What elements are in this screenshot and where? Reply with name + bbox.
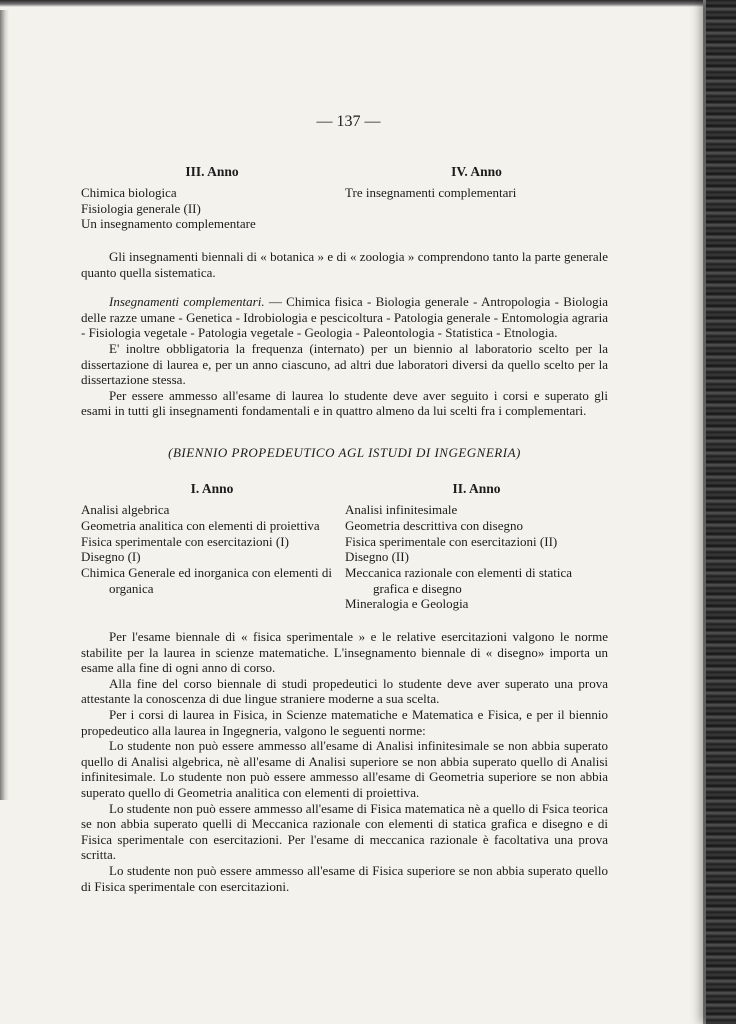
biennio-heading: (BIENNIO PROPEDEUTICO AGL ISTUDI DI INGEGNERIA) (168, 444, 521, 460)
list-item: Fisica sperimentale con esercitazioni (I) (81, 533, 289, 549)
year2-column (343, 481, 608, 613)
paragraph-biennali: Gli insegnamenti biennali di « botanica » e di « zoologia » comprendono tanto la parte generale quanto quella sistematica. (81, 248, 608, 280)
paragraph-norme: Per i corsi di laurea in Fisica, in Scienze matematiche e Matematica e Fisica, e per il biennio propedeutico alla laurea in Ingegneria, valgono le seguenti norme: (81, 706, 608, 738)
paragraph-esame-laurea: Per essere ammesso all'esame di laurea lo studente deve aver seguito i corsi e superato gli esami in tutti gli insegnamenti fondamentali e in quattro almeno da lui scelti fra i complementari. (81, 387, 608, 419)
year3-heading: III. Anno (185, 163, 239, 179)
scan-top-shadow (0, 0, 736, 7)
list-item: Analisi algebrica (81, 502, 170, 518)
list-item: Analisi infinitesimale (345, 502, 458, 518)
page-number: — 137 — (316, 113, 381, 130)
list-item: Mineralogia e Geologia (345, 596, 469, 612)
list-item: Geometria analitica con elementi di proiettiva (81, 517, 320, 533)
year3-column (81, 164, 343, 232)
list-item: Fisica sperimentale con esercitazioni (II) (345, 533, 558, 549)
paragraph-complementari (81, 294, 608, 341)
list-item: Chimica Generale ed inorganica con elementi di organica (81, 564, 332, 596)
list-item: Fisiologia generale (II) (81, 200, 201, 216)
complementari-text: — Chimica fisica - Biologia generale - Antropologia - Biologia delle razze umane - Genetica - Idrobiologia e pescicoltura - Patologia generale - Entomologia agraria - Fisiologia vegetale - Patologia vegetale - Geologia - Paleontologia - Statistica - Etnologia. (81, 294, 608, 341)
years-1-2 (81, 481, 608, 613)
list-item: Disegno (II) (345, 549, 409, 565)
year1-heading: I. Anno (190, 480, 234, 496)
years-3-4 (81, 164, 608, 232)
paragraph-fisica-disegno: Per l'esame biennale di « fisica sperimentale » e le relative esercitazioni valgono le norme stabilite per la laurea in scienze matematiche. L'insegnamento biennale di « disegno» importa un esame alla fine di ogni anno di corso. (81, 629, 608, 676)
document-page (81, 114, 608, 894)
paragraph-analisi: Lo studente non può essere ammesso all'esame di Analisi infinitesimale se non abbia superato quello di Analisi algebrica, nè all'esame di Analisi superiore se non abbia superato quello di Analisi infinitesimale. Lo studente non può essere ammesso all'esame di Geometria superiore se non abbia superato quello di Geometria analitica con elementi di proiettiva. (81, 738, 608, 800)
paragraph-lingue: Alla fine del corso biennale di studi propedeutici lo studente deve aver superato una prova attestante la conoscenza di due lingue straniere moderne a sua scelta. (81, 675, 608, 707)
paragraph-fisica-matematica: Lo studente non può essere ammesso all'esame di Fisica matematica nè a quello di Fsica teorica se non abbia superato quelli di Meccanica razionale con elementi di statica grafica e disegno e di Fisica sperimentale con esercitazioni. Per l'esame di meccanica razionale è facoltativa una prova scritta. (81, 800, 608, 863)
paragraph-fisica-superiore: Lo studente non può essere ammesso all'esame di Fisica superiore se non abbia superato quello di Fisica sperimentale con esercitazioni. (81, 862, 608, 894)
year4-heading: IV. Anno (451, 163, 502, 179)
year1-column (81, 481, 343, 613)
year2-heading: II. Anno (452, 480, 501, 496)
list-item: Meccanica razionale con elementi di statica grafica e disegno (345, 564, 573, 596)
list-item: Un insegnamento complementare (81, 216, 256, 232)
final-paragraphs (81, 629, 608, 894)
scan-binding (706, 0, 736, 1024)
list-item: Chimica biologica (81, 185, 177, 201)
list-item: Geometria descrittiva con disegno (345, 517, 523, 533)
year4-column (343, 164, 608, 232)
scan-left-shadow (0, 10, 9, 800)
complementari-label: Insegnamenti complementari. (109, 294, 265, 310)
paragraph-frequenza: E' inoltre obbligatoria la frequenza (internato) per un biennio al laboratorio scelto per la dissertazione di laurea e, per un anno ciascuno, ad altri due laboratori diversi da quello scelto per la dissertazione stessa. (81, 340, 608, 388)
list-item: Disegno (I) (81, 549, 141, 565)
list-item: Tre insegnamenti complementari (345, 185, 517, 201)
